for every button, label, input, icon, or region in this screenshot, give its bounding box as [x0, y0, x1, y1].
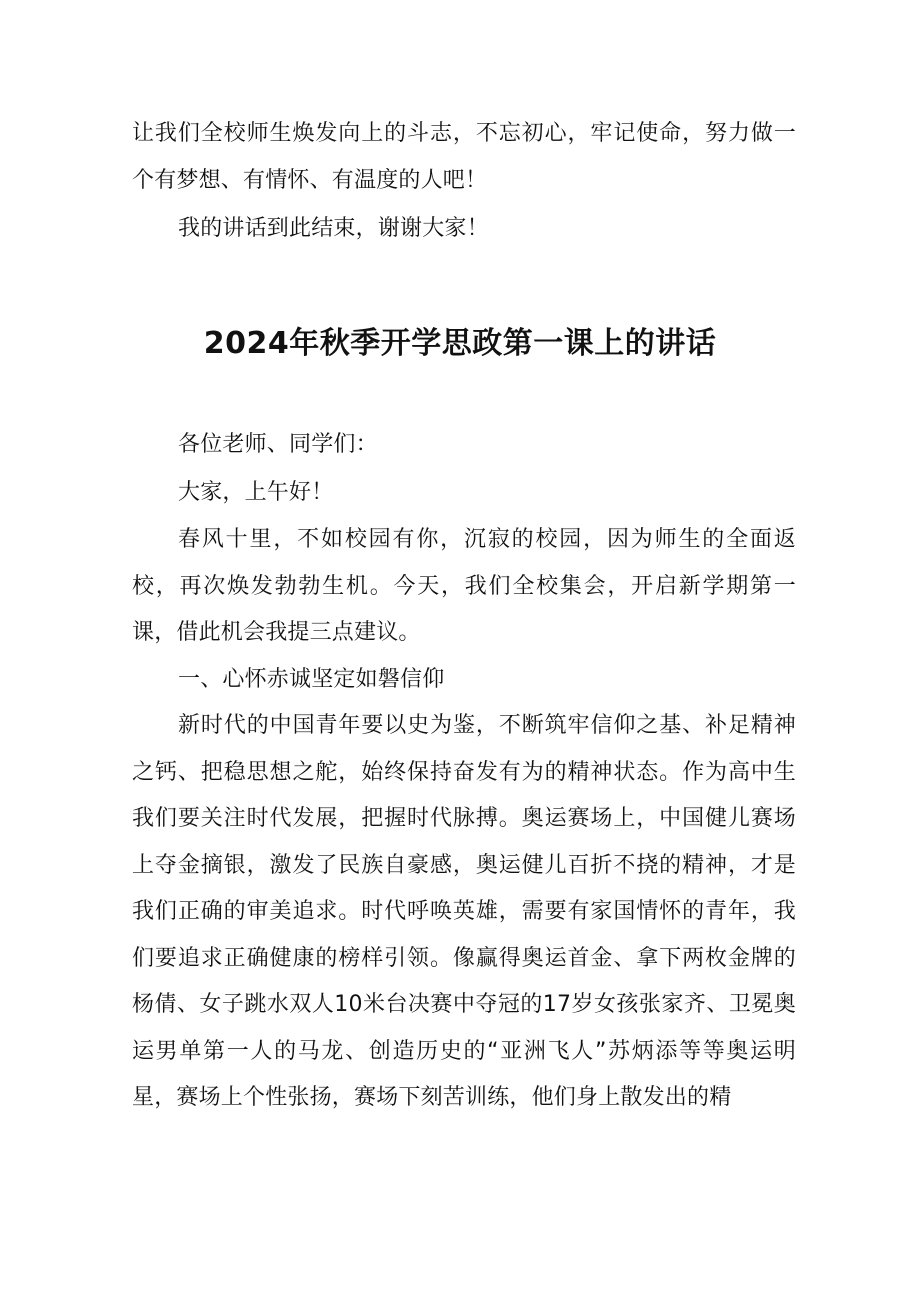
closing-remark: 我的讲话到此结束，谢谢大家！: [178, 216, 489, 241]
closing-paragraph: 让我们全校师生焕发向上的斗志，不忘初心，牢记使命，努力做一个有梦想、有情怀、有温度的人吧！: [132, 121, 796, 193]
salutation: 各位老师、同学们：: [178, 432, 378, 457]
section-heading: 一、心怀赤诚坚定如磐信仰: [178, 667, 445, 692]
page-title: 2024年秋季开学思政第一课上的讲话: [203, 326, 717, 361]
section-body-paragraph: 新时代的中国青年要以史为鉴，不断筑牢信仰之基、补足精神之钙、把稳思想之舵，始终保持奋发有为的精神状态。作为高中生我们要关注时代发展，把握时代脉搏。奥运赛场上，中国健儿赛场上夺金摘银，激发了民族自豪感，奥运健儿百折不挠的精神，才是我们正确的审美追求。时代呼唤英雄，需要有家国情怀的青年，我们要追求正确健康的榜样引领。像赢得奥运首金、拿下两枚金牌的杨倩、女子跳水双人10米台决赛中夺冠的17岁女孩张家齐、卫冕奥运男单第一人的马龙、创造历史的“亚洲飞人”苏炳添等等奥运明星，赛场上个性张扬，赛场下刻苦训练，他们身上散发出的精: [132, 713, 796, 1110]
intro-paragraph: 春风十里，不如校园有你，沉寂的校园，因为师生的全面返校，再次焕发勃勃生机。今天，我们全校集会，开启新学期第一课，借此机会我提三点建议。: [132, 527, 796, 645]
greeting: 大家，上午好！: [178, 480, 334, 505]
